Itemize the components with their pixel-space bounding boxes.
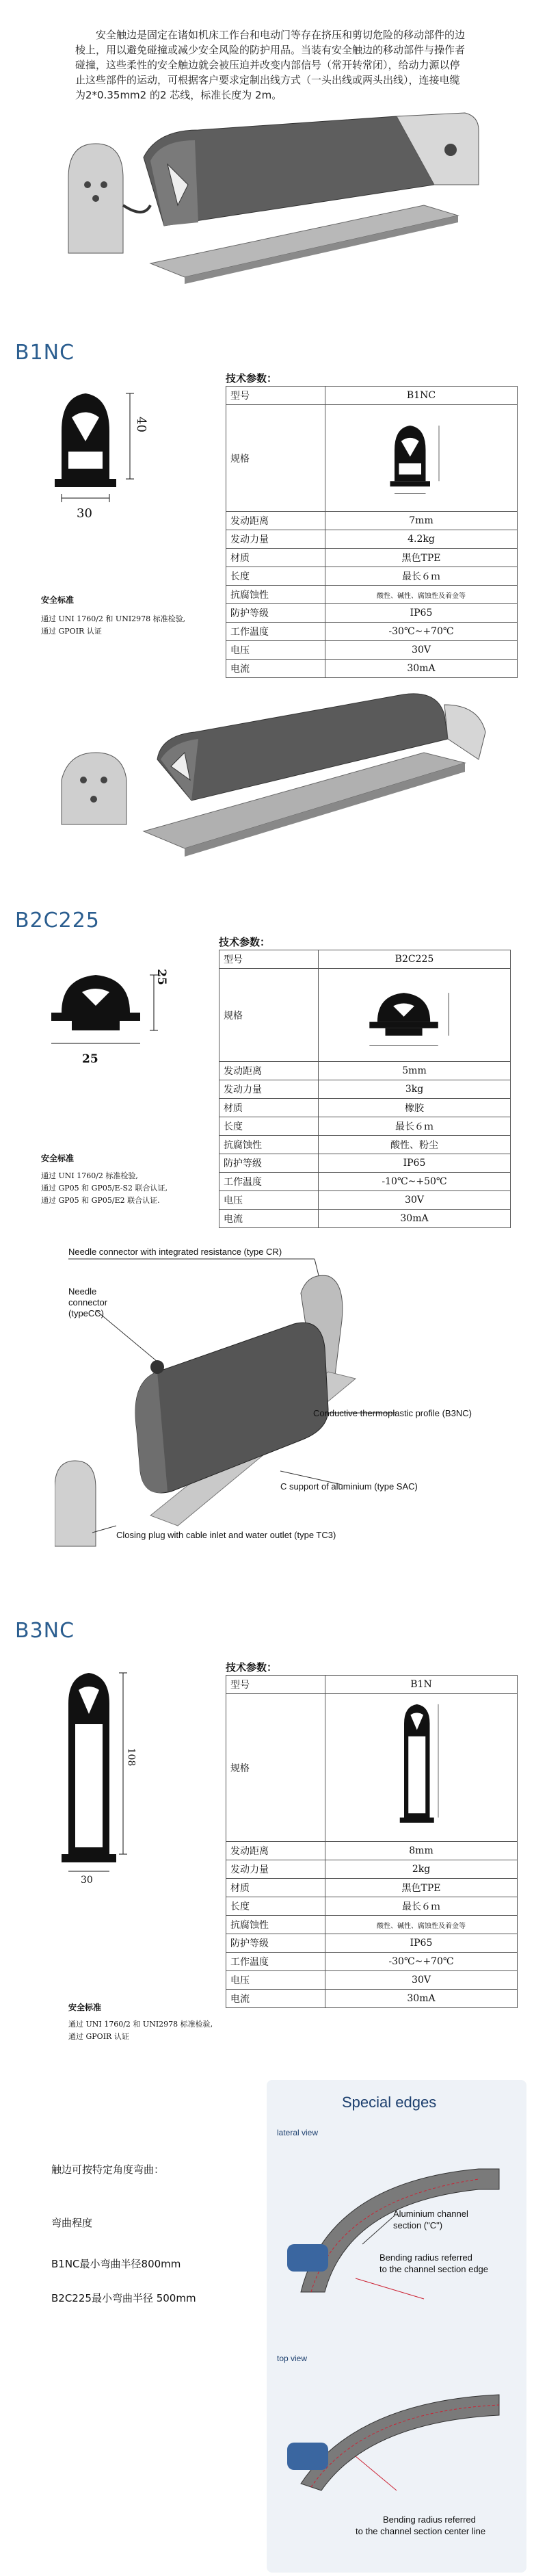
aluminium-channel-label-1: Aluminium channel xyxy=(393,2209,468,2219)
spec-value: 2kg xyxy=(325,1860,518,1879)
spec-key: 型号 xyxy=(226,1676,325,1694)
spec-value: 4.2kg xyxy=(325,530,518,549)
spec-value: 30V xyxy=(325,1971,518,1990)
spec-key: 防护等级 xyxy=(226,604,325,623)
table-row xyxy=(219,1191,511,1210)
safety-standard-line: 通过 UNI 1760/2 和 UNI2978 标准检验, xyxy=(68,2020,213,2029)
spec-value: 橡胶 xyxy=(319,1099,511,1117)
b1nc-exploded-illustration xyxy=(41,103,506,294)
safety-standard-line: 通过 GP05 和 GP05/E-S2 联合认证, xyxy=(41,1184,168,1193)
table-row xyxy=(226,567,518,586)
spec-key: 型号 xyxy=(219,950,319,969)
lateral-view-label: lateral view xyxy=(277,2128,319,2137)
spec-key: 防护等级 xyxy=(219,1154,319,1173)
spec-key: 材质 xyxy=(219,1099,319,1117)
model-title-b2c225: B2C225 xyxy=(15,909,100,933)
spec-key: 材质 xyxy=(226,1879,325,1897)
table-row xyxy=(226,1694,518,1842)
table-row xyxy=(219,1062,511,1080)
callout-needle-connector-cr: Needle connector with integrated resistance (type CR) xyxy=(68,1247,282,1257)
safety-standard-line: 通过 GPOIR 认证 xyxy=(41,627,102,636)
model-title-b3nc: B3NC xyxy=(15,1619,75,1643)
spec-key: 规格 xyxy=(226,1694,325,1842)
spec-value: IP65 xyxy=(325,1934,518,1953)
bending-b1nc: B1NC最小弯曲半径800mm xyxy=(51,2258,181,2270)
callout-needle-connector-cc-3: (typeCC) xyxy=(68,1308,105,1318)
bending-degree: 弯曲程度 xyxy=(51,2217,93,2229)
spec-key: 发动距离 xyxy=(226,1842,325,1860)
table-row xyxy=(226,586,518,604)
safety-standard-title-b3nc: 安全标准 xyxy=(68,2003,102,2012)
spec-value: IP65 xyxy=(325,604,518,623)
spec-title-b1nc: 技术参数： xyxy=(226,372,278,385)
spec-key: 防护等级 xyxy=(226,1934,325,1953)
top-view-drawing xyxy=(274,2360,526,2511)
spec-key: 长度 xyxy=(226,567,325,586)
spec-image-cell xyxy=(325,405,518,512)
spec-value: IP65 xyxy=(319,1154,511,1173)
safety-standard-title-b1nc: 安全标准 xyxy=(41,595,75,605)
spec-value: -30℃~+70℃ xyxy=(325,623,518,641)
table-row xyxy=(219,1099,511,1117)
spec-key: 发动力量 xyxy=(226,1860,325,1879)
spec-key: 电流 xyxy=(226,660,325,678)
bending-center-label-1: Bending radius referred xyxy=(383,2514,476,2525)
spec-key: 电压 xyxy=(226,1971,325,1990)
spec-value: 酸性、碱性、腐蚀性及着金等 xyxy=(325,1916,518,1934)
spec-value: 30mA xyxy=(325,660,518,678)
b3nc-width-dim: 30 xyxy=(81,1875,93,1886)
spec-value: B1NC xyxy=(325,387,518,405)
spec-value: 30V xyxy=(319,1191,511,1210)
b3nc-exploded-illustration xyxy=(55,1245,465,1567)
spec-key: 发动距离 xyxy=(219,1062,319,1080)
table-row xyxy=(219,950,511,969)
spec-value: -30℃~+70℃ xyxy=(325,1953,518,1971)
table-row xyxy=(226,1971,518,1990)
callout-needle-connector-cc-2: connector xyxy=(68,1297,108,1307)
callout-aluminium-support: C support of aluminium (type SAC) xyxy=(280,1481,418,1492)
b2c225-profile-drawing xyxy=(34,951,185,1054)
table-row xyxy=(226,1676,518,1694)
spec-key: 工作温度 xyxy=(219,1173,319,1191)
spec-key: 抗腐蚀性 xyxy=(219,1136,319,1154)
spec-key: 抗腐蚀性 xyxy=(226,586,325,604)
table-row xyxy=(226,530,518,549)
spec-key: 发动距离 xyxy=(226,512,325,530)
table-row xyxy=(226,1953,518,1971)
table-row xyxy=(226,405,518,512)
spec-value: 最长６ｍ xyxy=(325,1897,518,1916)
table-row xyxy=(219,1117,511,1136)
b2c225-height-dim: 25 xyxy=(154,969,168,985)
spec-value: 30V xyxy=(325,641,518,660)
table-row xyxy=(226,604,518,623)
spec-value: 8mm xyxy=(325,1842,518,1860)
spec-value: 3kg xyxy=(319,1080,511,1099)
b1nc-width-dim: 30 xyxy=(77,506,92,521)
spec-value: B2C225 xyxy=(319,950,511,969)
table-row xyxy=(226,1879,518,1897)
safety-standard-title-b2c225: 安全标准 xyxy=(41,1154,75,1163)
safety-standard-line: 通过 GP05 和 GP05/E2 联合认证. xyxy=(41,1196,160,1205)
bending-center-label-2: to the channel section center line xyxy=(356,2526,486,2536)
table-row xyxy=(226,660,518,678)
spec-image-cell xyxy=(319,969,511,1062)
table-row xyxy=(226,1897,518,1916)
spec-key: 电流 xyxy=(219,1210,319,1228)
callout-closing-plug: Closing plug with cable inlet and water outlet (type TC3) xyxy=(116,1530,336,1540)
table-row xyxy=(226,1860,518,1879)
spec-key: 发动力量 xyxy=(219,1080,319,1099)
spec-value: 最长６ｍ xyxy=(319,1117,511,1136)
table-row xyxy=(226,1842,518,1860)
spec-value: -10℃~+50℃ xyxy=(319,1173,511,1191)
b1nc-height-dim: 40 xyxy=(133,417,148,432)
table-row xyxy=(226,1990,518,2008)
b3nc-profile-drawing xyxy=(41,1663,150,1882)
spec-value: 30mA xyxy=(319,1210,511,1228)
spec-key: 规格 xyxy=(226,405,325,512)
spec-value: 酸性、碱性、腐蚀性及着金等 xyxy=(325,586,518,604)
table-row xyxy=(219,1210,511,1228)
spec-table-b3nc xyxy=(226,1675,518,2008)
spec-key: 电流 xyxy=(226,1990,325,2008)
spec-value: 7mm xyxy=(325,512,518,530)
b3nc-spec-drawing xyxy=(387,1696,455,1836)
spec-value: 最长６ｍ xyxy=(325,567,518,586)
bending-edge-label-1: Bending radius referred xyxy=(379,2252,472,2263)
spec-key: 型号 xyxy=(226,387,325,405)
b1nc-profile-drawing xyxy=(34,376,171,506)
spec-value: 黑色TPE xyxy=(325,1879,518,1897)
spec-value: 5mm xyxy=(319,1062,511,1080)
bending-edge-label-2: to the channel section edge xyxy=(379,2264,489,2274)
table-row xyxy=(226,641,518,660)
spec-key: 发动力量 xyxy=(226,530,325,549)
table-row xyxy=(226,387,518,405)
spec-key: 长度 xyxy=(226,1897,325,1916)
safety-standard-line: 通过 UNI 1760/2 和 UNI2978 标准检验, xyxy=(41,614,186,623)
special-edges-title: Special edges xyxy=(342,2094,437,2111)
b3nc-height-dim: 108 xyxy=(125,1747,137,1767)
table-row xyxy=(226,512,518,530)
spec-value: 酸性、粉尘 xyxy=(319,1136,511,1154)
bending-title: 触边可按特定角度弯曲： xyxy=(51,2163,165,2176)
spec-title-b2c225: 技术参数： xyxy=(219,936,271,948)
table-row xyxy=(226,1916,518,1934)
table-row xyxy=(219,1136,511,1154)
spec-image-cell xyxy=(325,1694,518,1842)
spec-table-b2c225 xyxy=(219,950,511,1228)
safety-standard-line: 通过 UNI 1760/2 标准检验, xyxy=(41,1171,138,1180)
safety-standard-line: 通过 GPOIR 认证 xyxy=(68,2032,129,2041)
table-row xyxy=(219,969,511,1062)
table-row xyxy=(219,1154,511,1173)
b2c225-width-dim: 25 xyxy=(82,1052,98,1066)
b2c225-exploded-illustration xyxy=(41,684,506,869)
table-row xyxy=(219,1173,511,1191)
bending-b2c225: B2C225最小弯曲半径 500mm xyxy=(51,2292,196,2304)
top-view-label: top view xyxy=(277,2354,308,2363)
table-row xyxy=(226,549,518,567)
spec-key: 抗腐蚀性 xyxy=(226,1916,325,1934)
model-title-b1nc: B1NC xyxy=(15,341,75,365)
spec-key: 工作温度 xyxy=(226,623,325,641)
spec-key: 电压 xyxy=(226,641,325,660)
callout-needle-connector-cc-1: Needle xyxy=(68,1286,97,1297)
b2c225-spec-drawing xyxy=(356,973,472,1055)
spec-key: 电压 xyxy=(219,1191,319,1210)
spec-value: B1N xyxy=(325,1676,518,1694)
spec-table-b1nc xyxy=(226,386,518,678)
spec-key: 工作温度 xyxy=(226,1953,325,1971)
spec-key: 长度 xyxy=(219,1117,319,1136)
callout-conductive-profile: Conductive thermoplastic profile (B3NC) xyxy=(313,1408,472,1418)
spec-key: 材质 xyxy=(226,549,325,567)
table-row xyxy=(226,1934,518,1953)
table-row xyxy=(219,1080,511,1099)
aluminium-channel-label-2: section ("C") xyxy=(393,2220,443,2230)
table-row xyxy=(226,623,518,641)
spec-value: 30mA xyxy=(325,1990,518,2008)
b1nc-spec-drawing xyxy=(377,407,466,506)
spec-value: 黑色TPE xyxy=(325,549,518,567)
intro-paragraph: 安全触边是固定在诸如机床工作台和电动门等存在挤压和剪切危险的移动部件的边棱上，用以避免碰撞或减少安全风险的防护用品。当装有安全触边的移动部件与操作者碰撞，这些柔性的安全触边就会被压迫并改变内部信号（常开转常闭），给动力源以停止这些部件的运动，可根据客户要求定制出线方式（一头出线或两头出线），连接电缆为2*0.35mm2 的2 芯线，标准长度为 2m。 xyxy=(75,29,466,101)
spec-key: 规格 xyxy=(219,969,319,1062)
spec-title-b3nc: 技术参数： xyxy=(226,1661,278,1674)
